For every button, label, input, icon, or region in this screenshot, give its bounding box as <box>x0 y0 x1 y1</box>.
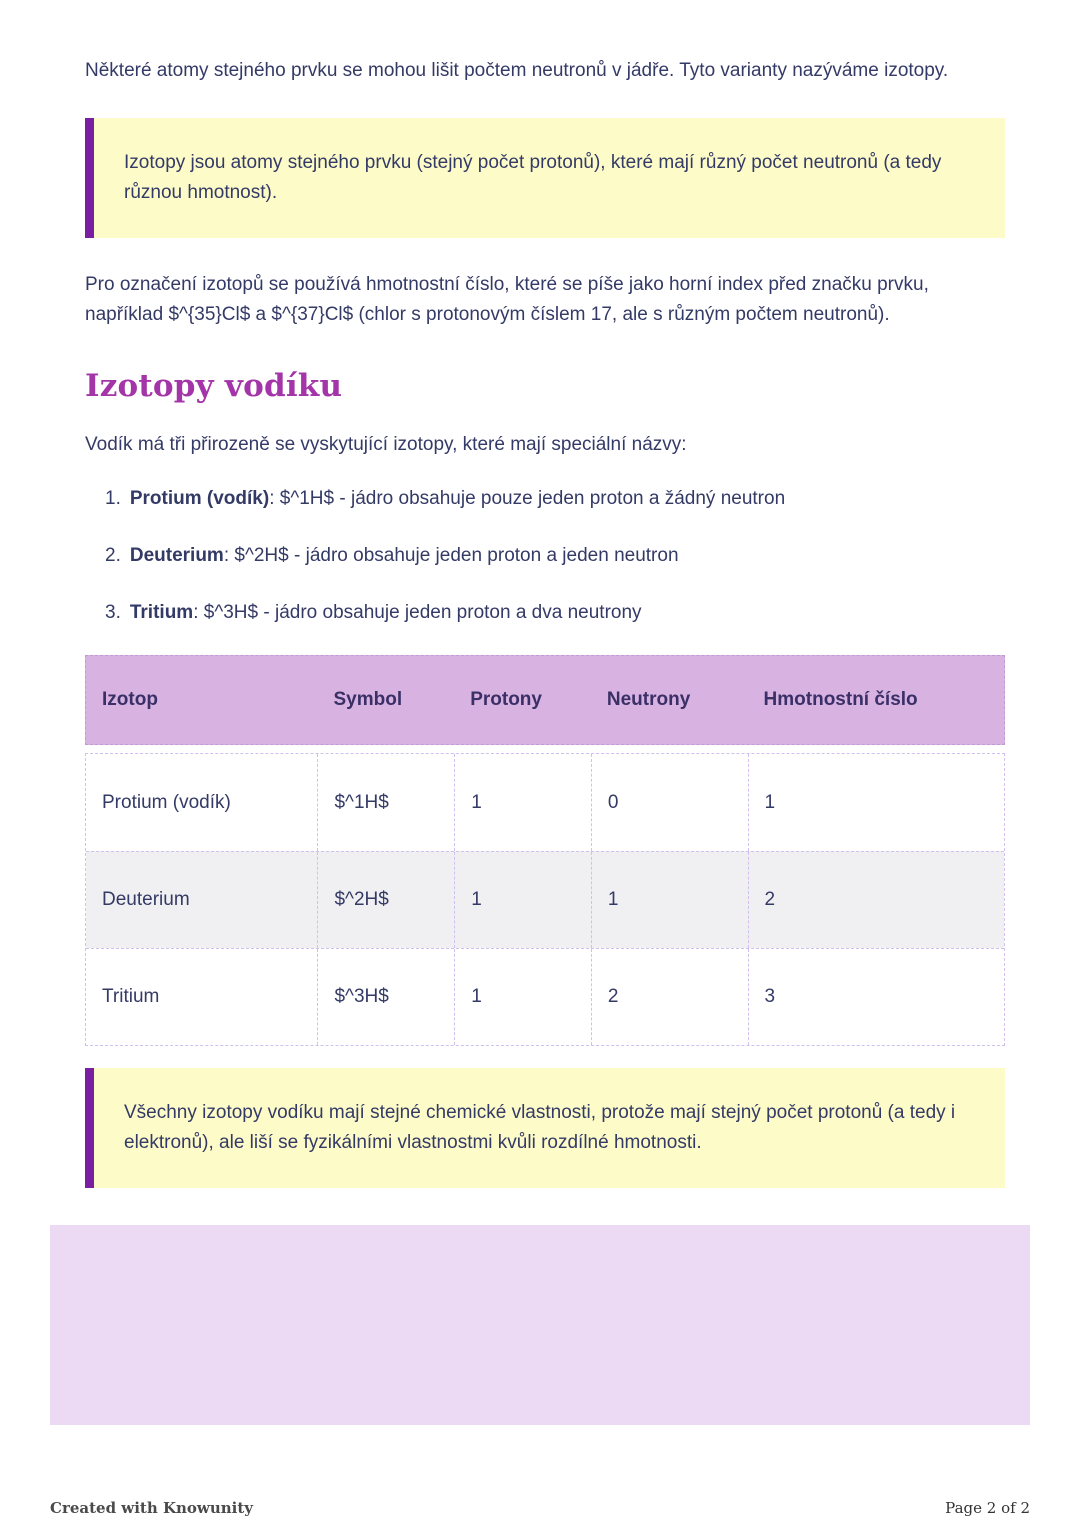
isotope-name: Deuterium <box>129 545 224 566</box>
section-heading: Izotopy vodíku <box>85 368 343 404</box>
intro-paragraph: Některé atomy stejného prvku se mohou lišit počtem neutronů v jádře. Tyto varianty nazýváme izotopy. <box>85 60 949 81</box>
mass-number-paragraph: Pro označení izotopů se používá hmotnostní číslo, které se píše jako horní index před značku prvku, například $^{35}Cl$ a $^{37}Cl$ (chlor s protonovým číslem 17, ale s různým počtem neutronů). <box>85 274 929 325</box>
column-header-protony: Protony <box>470 689 542 710</box>
isotope-name: Tritium <box>129 602 194 623</box>
cell-neutrony: 0 <box>591 754 748 851</box>
cell-neutrony: 2 <box>591 949 748 1045</box>
cell-hmotnostni-cislo: 1 <box>748 754 1004 851</box>
isotope-description: : $^1H$ - jádro obsahuje pouze jeden proton a žádný neutron <box>269 488 786 509</box>
isotopes-intro-paragraph: Vodík má tři přirozeně se vyskytující izotopy, které mají speciální názvy: <box>85 434 687 455</box>
cell-izotop: Deuterium <box>102 889 190 910</box>
list-item-text <box>130 484 785 514</box>
empty-lavender-panel <box>50 1225 1030 1425</box>
list-item-text <box>130 598 642 628</box>
cell-hmotnostni-cislo: 2 <box>748 852 1004 948</box>
isotopes-table <box>85 655 1005 1046</box>
list-item-deuterium <box>105 541 1005 571</box>
properties-callout-text: Všechny izotopy vodíku mají stejné chemické vlastnosti, protože mají stejný počet protonů (a tedy i elektronů), ale liší se fyzikálními vlastnostmi kvůli rozdílné hmotnosti. <box>124 1102 956 1153</box>
column-header-hmotnostni-cislo: Hmotnostní číslo <box>763 689 918 710</box>
isotope-description: : $^2H$ - jádro obsahuje jeden proton a jeden neutron <box>223 545 679 566</box>
isotope-description: : $^3H$ - jádro obsahuje jeden proton a dva neutrony <box>193 602 642 623</box>
list-number: 1. <box>105 488 121 509</box>
table-row <box>86 851 1004 948</box>
definition-callout <box>85 118 1005 238</box>
footer-brand-text: Created with Knowunity <box>50 1499 253 1517</box>
table-body <box>85 753 1005 1046</box>
cell-symbol: $^3H$ <box>317 949 454 1045</box>
column-header-neutrony: Neutrony <box>606 689 691 710</box>
cell-hmotnostni-cislo: 3 <box>748 949 1004 1045</box>
definition-callout-text: Izotopy jsou atomy stejného prvku (stejný počet protonů), které mají různý počet neutronů (a tedy různou hmotnost). <box>124 152 942 203</box>
isotope-list <box>85 484 1005 628</box>
cell-neutrony: 1 <box>591 852 748 948</box>
document-content <box>85 0 1005 1188</box>
cell-protony: 1 <box>454 754 591 851</box>
table-row <box>86 948 1004 1045</box>
list-item-text <box>130 541 679 571</box>
cell-protony: 1 <box>454 852 591 948</box>
column-header-izotop: Izotop <box>102 689 158 710</box>
cell-izotop: Tritium <box>102 986 160 1007</box>
table-row <box>86 754 1004 851</box>
list-item-protium <box>105 484 1005 514</box>
page-footer <box>50 1499 1030 1517</box>
cell-izotop: Protium (vodík) <box>102 791 231 813</box>
properties-callout <box>85 1068 1005 1188</box>
isotope-name: Protium (vodík) <box>129 488 270 509</box>
footer-page-number: Page 2 of 2 <box>945 1499 1030 1517</box>
list-item-tritium <box>105 598 1005 628</box>
column-header-symbol: Symbol <box>333 689 403 710</box>
list-number: 3. <box>105 602 121 623</box>
cell-symbol: $^2H$ <box>317 852 454 948</box>
cell-protony: 1 <box>454 949 591 1045</box>
table-header-row <box>85 655 1005 745</box>
cell-symbol: $^1H$ <box>317 754 454 851</box>
list-number: 2. <box>105 545 121 566</box>
